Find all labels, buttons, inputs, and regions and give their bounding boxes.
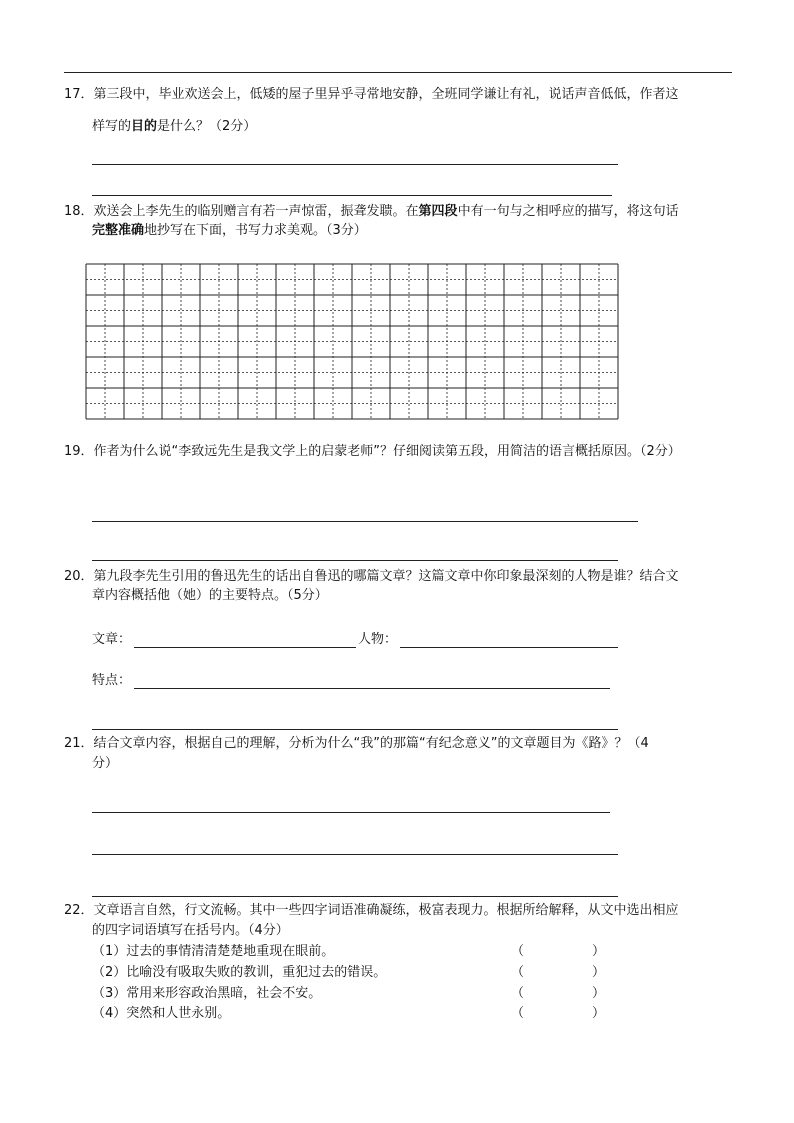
q17-line2-bold: 目的 — [131, 119, 158, 134]
q17-answer-line-2[interactable] — [92, 195, 612, 196]
q17-line1: 17．第三段中，毕业欢送会上，低矮的屋子里异乎寻常地安静，全班同学谦让有礼，说话声音低低，作者这 — [64, 87, 679, 102]
q17-line2 — [92, 118, 256, 136]
q20-trait-field[interactable] — [134, 688, 610, 689]
q20-label-person: 人物： — [358, 632, 398, 647]
q20-person-field[interactable] — [400, 647, 618, 648]
q22-item-1: （1）过去的事情清清楚楚地重现在眼前。 — [92, 944, 335, 959]
q20-line1: 20．第九段李先生引用的鲁迅先生的话出自鲁迅的哪篇文章？这篇文章中你印象最深刻的人物是谁？结合文 — [64, 569, 679, 584]
q21-answer-line-2[interactable] — [92, 854, 618, 855]
q22-item-1-open: （ — [511, 944, 525, 959]
q17-answer-line-1[interactable] — [92, 164, 618, 165]
header-rule — [64, 72, 732, 73]
q21-answer-line-1[interactable] — [92, 812, 610, 813]
q21-line1: 21．结合文章内容，根据自己的理解，分析为什么“我”的那篇“有纪念意义”的文章题目为《路》？（4 — [64, 736, 649, 751]
q18-line1-bold: 第四段 — [418, 204, 458, 219]
q20-line2: 章内容概括他（她）的主要特点。（5分） — [92, 588, 328, 603]
q18-line1-post: 中有一句与之相呼应的描写，将这句话 — [457, 204, 679, 219]
q22-item-3-open: （ — [511, 986, 525, 1001]
q21-answer-line-3[interactable] — [92, 896, 618, 897]
q22-item-2-close: ） — [592, 965, 606, 980]
q17-line2-post: 是什么？（2分） — [157, 119, 257, 134]
q19-answer-line-1[interactable] — [92, 521, 638, 522]
q18-line2-bold: 完整准确 — [92, 223, 145, 238]
q19-answer-line-2[interactable] — [92, 560, 618, 561]
q22-item-1-blank[interactable] — [526, 943, 592, 961]
q22-item-4: （4）突然和人世永别。 — [92, 1006, 231, 1021]
q22-item-3: （3）常用来形容政治黑暗，社会不安。 — [92, 986, 322, 1001]
q22-item-2-open: （ — [511, 965, 525, 980]
q21-line2: 分） — [92, 756, 119, 771]
writing-grid[interactable] — [84, 262, 620, 422]
q22-item-2-blank[interactable] — [526, 964, 592, 982]
q22-item-2: （2）比喻没有吸取失败的教训，重犯过去的错误。 — [92, 965, 387, 980]
q18-line2 — [92, 222, 367, 240]
q22-item-3-close: ） — [592, 986, 606, 1001]
q22-item-4-blank[interactable] — [526, 1005, 592, 1023]
q18-line2-post: 地抄写在下面，书写力求美观。（3分） — [144, 223, 367, 238]
q20-article-field[interactable] — [134, 647, 356, 648]
q20-label-trait: 特点： — [92, 673, 132, 688]
q19-line1: 19．作者为什么说“李致远先生是我文学上的启蒙老师”？仔细阅读第五段，用简洁的语言概括原因。（2分） — [64, 444, 681, 459]
q18-line1-pre: 18．欢送会上李先生的临别赠言有若一声惊雷，振聋发聩。在 — [64, 204, 419, 219]
q22-line1: 22．文章语言自然，行文流畅。其中一些四字词语准确凝练，极富表现力。根据所给解释，从文中选出相应 — [64, 903, 679, 918]
q18-line1 — [64, 203, 679, 221]
q22-item-1-close: ） — [592, 944, 606, 959]
q17-line2-pre: 样写的 — [92, 119, 132, 134]
q20-trait-field-2[interactable] — [92, 729, 618, 730]
q22-item-4-close: ） — [592, 1006, 606, 1021]
q20-label-article: 文章： — [92, 632, 132, 647]
q22-item-4-open: （ — [511, 1006, 525, 1021]
q22-item-3-blank[interactable] — [526, 985, 592, 1003]
q22-line2: 的四字词语填写在括号内。（4分） — [92, 923, 289, 938]
